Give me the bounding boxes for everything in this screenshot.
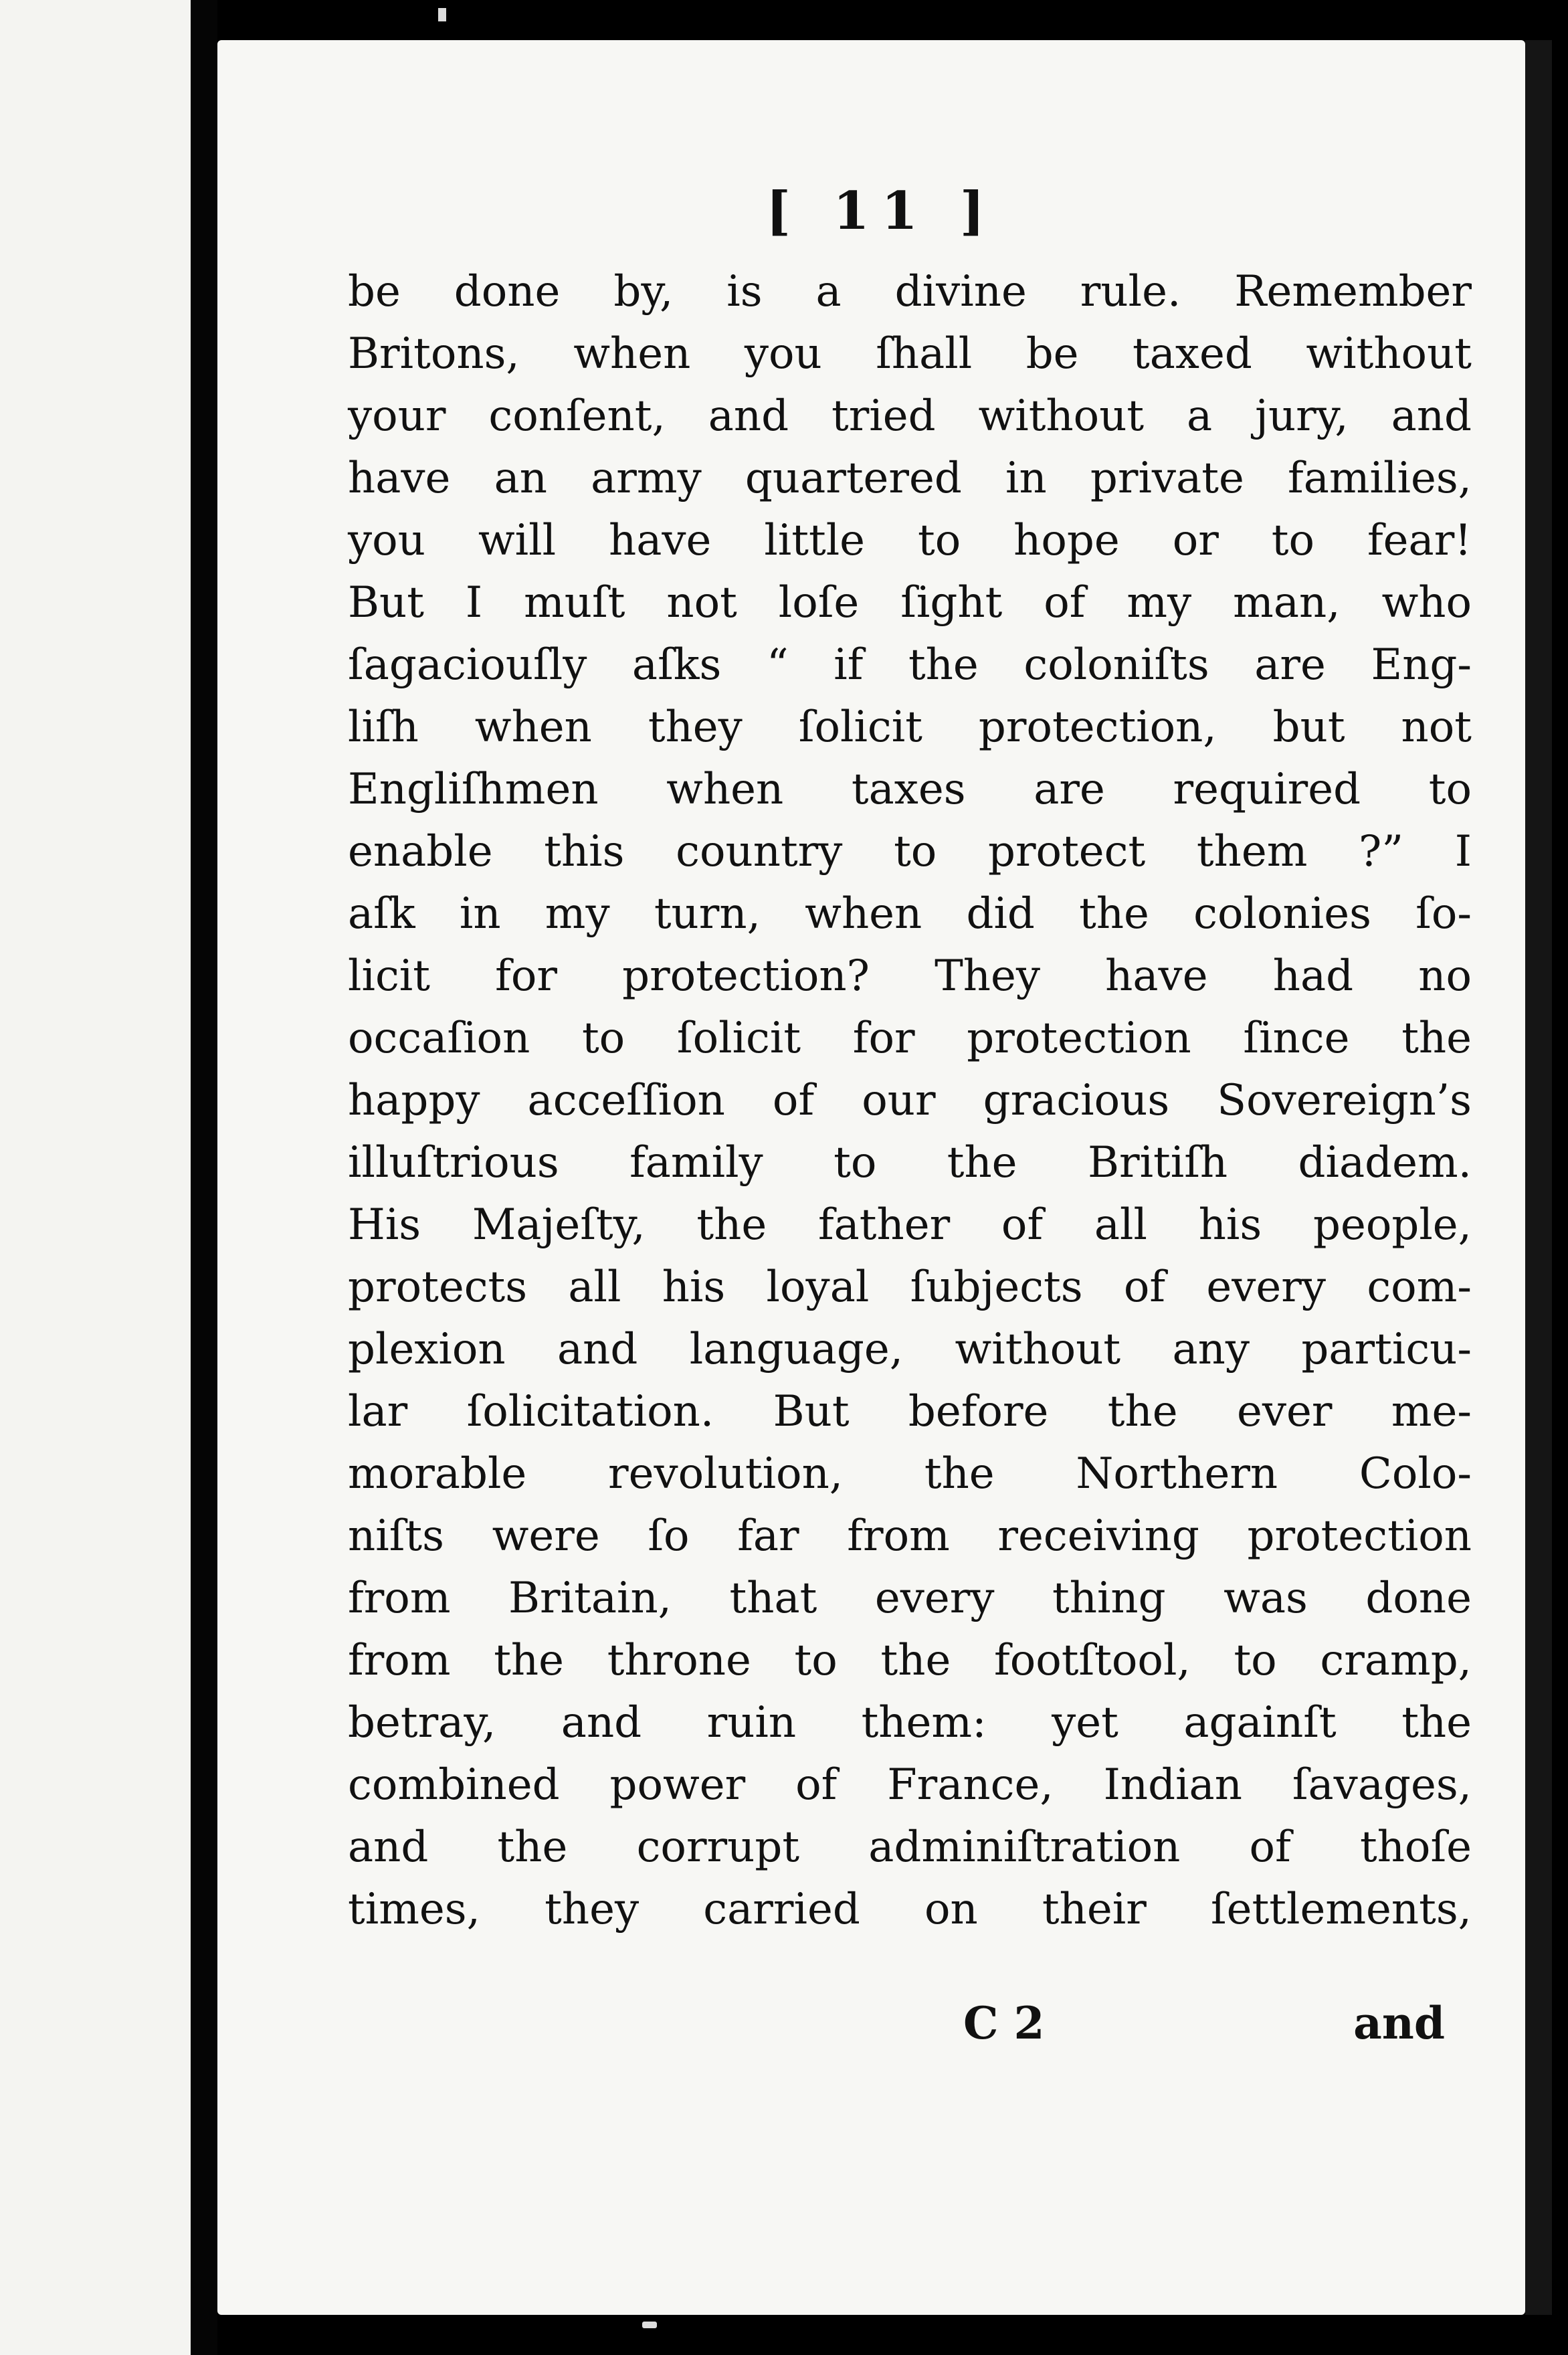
text-line: illuſtrious family to the Britiſh diadem.	[348, 1138, 1472, 1188]
page-footer	[348, 1997, 1472, 2064]
text-line: betray, and ruin them: yet againſt the	[348, 1698, 1472, 1748]
signature-mark: C 2	[963, 1997, 1045, 2049]
text-line: times, they carried on their ſettlements,	[348, 1885, 1472, 1934]
book-gutter	[191, 0, 217, 2355]
text-line: lar ſolicitation. But before the ever me-	[348, 1387, 1472, 1436]
text-line: Engliſhmen when taxes are required to	[348, 765, 1472, 814]
text-line: His Majeſty, the father of all his people,	[348, 1200, 1472, 1250]
text-line: morable revolution, the Northern Colo-	[348, 1449, 1472, 1499]
text-line: your conſent, and tried without a jury, and	[348, 391, 1472, 441]
text-line: liſh when they ſolicit protection, but not	[348, 702, 1472, 752]
text-line: licit for protection? They have had no	[348, 951, 1472, 1001]
catchword: and	[1353, 1997, 1445, 2049]
scan-speck	[438, 8, 446, 21]
text-line: protects all his loyal ſubjects of every com-	[348, 1262, 1472, 1312]
book-page	[217, 40, 1525, 2315]
text-line: ſagaciouſly aſks “ if the coloniſts are Eng-	[348, 640, 1472, 690]
text-line: from the throne to the footſtool, to cramp,	[348, 1636, 1472, 1685]
text-line: enable this country to protect them ?” I	[348, 827, 1472, 876]
scan-speck	[642, 2322, 657, 2328]
text-line: Britons, when you ſhall be taxed without	[348, 329, 1472, 379]
text-line: and the corrupt adminiſtration of thoſe	[348, 1822, 1472, 1872]
page-fore-edge	[1525, 40, 1552, 2315]
text-line: But I muſt not loſe ſight of my man, who	[348, 578, 1472, 628]
page-number-header: [ 11 ]	[766, 181, 997, 242]
text-line: happy acceſſion of our gracious Sovereign’s	[348, 1076, 1472, 1125]
facing-page-edge	[0, 0, 191, 2355]
text-line: have an army quartered in private families,	[348, 454, 1472, 503]
text-line: from Britain, that every thing was done	[348, 1574, 1472, 1623]
text-line: aſk in my turn, when did the colonies ſo-	[348, 889, 1472, 939]
text-line: combined power of France, Indian ſavages,	[348, 1760, 1472, 1810]
text-line: niſts were ſo far from receiving protection	[348, 1511, 1472, 1561]
text-line: be done by, is a divine rule. Remember	[348, 267, 1472, 316]
body-text	[348, 261, 1472, 1941]
text-line: you will have little to hope or to fear!	[348, 516, 1472, 565]
text-line: occaſion to ſolicit for protection ſince the	[348, 1014, 1472, 1063]
text-line: plexion and language, without any particu-	[348, 1325, 1472, 1374]
